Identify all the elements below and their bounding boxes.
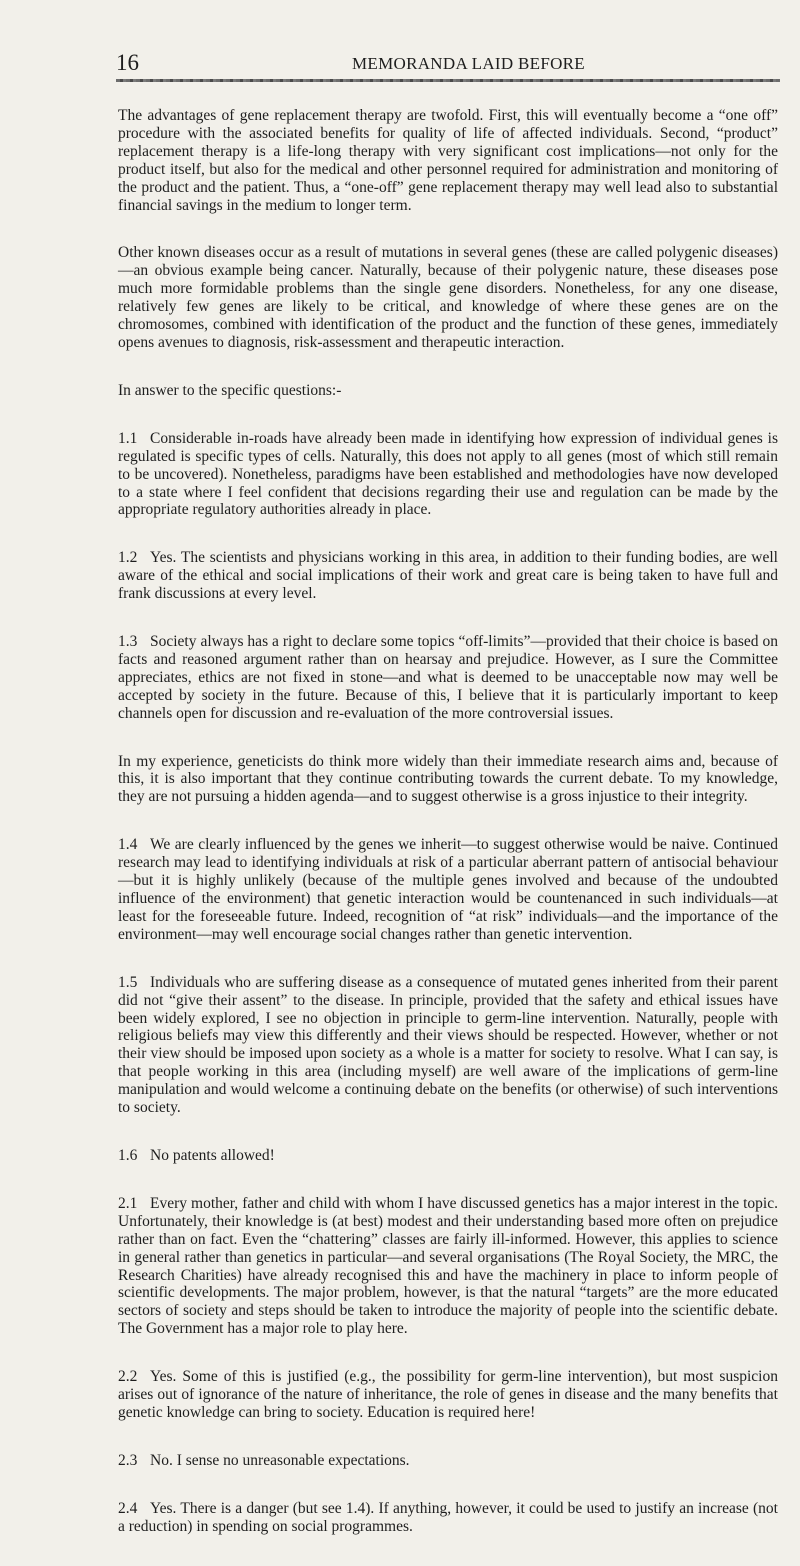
paragraph-text: Other known diseases occur as a result of mutations in several genes (these are called polygenic diseases)—an obvious example being cancer. Naturally, because of their polygenic nature, these diseases pose much more formidable problems than the single gene disorders. Nonetheless, for any one disease, relatively few genes are likely to be critical, and knowledge of where these genes are on the chromosomes, combined with identification of the product and the function of these genes, immediately opens avenues to diagnosis, risk-assessment and therapeutic interaction. [118, 244, 778, 351]
answer-1-2 [118, 549, 778, 603]
answer-1-6 [118, 1147, 778, 1165]
answer-number: 1.5 [118, 973, 138, 991]
answer-number: 1.2 [118, 549, 138, 567]
paragraph-text: In my experience, geneticists do think more widely than their immediate research aims and, because of this, it is also important that they continue contributing towards the current debate. To my knowledge, they are not pursuing a hidden agenda—and to suggest otherwise is a gross injustice to their integrity. [118, 752, 778, 806]
page-header [116, 50, 776, 84]
header-rule [116, 79, 780, 82]
paragraph-text: Every mother, father and child with whom I have discussed genetics has a major interest in the topic. Unfortunately, their knowledge is (at best) modest and their understanding based more often on prejudice rather than on fact. Even the “chattering” classes are fairly ill-informed. However, this applies to science in general rather than genetics in particular—and several organisations (The Royal Society, the MRC, the Research Charities) have already recognised this and have the machinery in place to inform people of scientific developments. The major problem, however, is that the natural “targets” are the more educated sectors of society and steps should be taken to introduce the majority of people into the scientific debate. The Government has a major role to play here. [118, 1194, 778, 1338]
answer-1-1 [118, 430, 778, 520]
running-head: MEMORANDA LAID BEFORE [352, 54, 585, 73]
answer-1-5 [118, 974, 778, 1117]
paragraph-text: Society always has a right to declare some topics “off-limits”—provided that their choice is based on facts and reasoned argument rather than on hearsay and prejudice. However, as I sure the Committee appreciates, ethics are not fixed in stone—and what is deemed to be unacceptable now may well be accepted by society in the future. Because of this, I believe that it is particularly important to keep channels open for discussion and re-evaluation of the more controversial issues. [118, 633, 778, 722]
answer-1-4 [118, 836, 778, 943]
answer-2-4 [118, 1500, 778, 1536]
paragraph-text: Yes. There is a danger (but see 1.4). If anything, however, it could be used to justify an increase (not a reduction) in spending on social programmes. [118, 1499, 778, 1535]
answer-number: 1.1 [118, 429, 138, 447]
paragraph-text: No patents allowed! [150, 1146, 275, 1164]
answer-2-2 [118, 1368, 778, 1422]
paragraph-questions-intro [118, 382, 778, 400]
paragraph-geneticists [118, 753, 778, 807]
answer-number: 2.4 [118, 1499, 138, 1517]
answer-2-3 [118, 1452, 778, 1470]
paragraph-text: Yes. The scientists and physicians working in this area, in addition to their funding bodies, are well aware of the ethical and social implications of their work and great care is being taken to have full and frank discussions at every level. [118, 549, 778, 603]
paragraph-text: In answer to the specific questions:- [118, 381, 342, 399]
answer-number: 1.6 [118, 1146, 138, 1164]
paragraph-text: No. I sense no unreasonable expectations. [150, 1451, 410, 1469]
paragraph-text: The advantages of gene replacement therapy are twofold. First, this will eventually become a “one off” procedure with the associated benefits for quality of life of affected individuals. Second, “product” replacement therapy is a life-long therapy with very significant cost implications—not only for the product itself, but also for the medical and other personnel required for administration and monitoring of the product and the patient. Thus, a “one-off” gene replacement therapy may well lead also to substantial financial savings in the medium to longer term. [118, 107, 778, 214]
answer-number: 2.2 [118, 1368, 138, 1386]
answer-number: 1.4 [118, 836, 138, 854]
answer-number: 1.3 [118, 633, 138, 651]
paragraph-text: Individuals who are suffering disease as a consequence of mutated genes inherited from their parent did not “give their assent” to the disease. In principle, provided that the safety and ethical issues have been widely explored, I see no objection in principle to germ-line intervention. Naturally, people with religious beliefs may view this differently and their views should be respected. However, whether or not their view should be imposed upon society as a whole is a matter for society to resolve. What I can say, is that people working in this area (including myself) are well aware of the implications of germ-line manipulation and would welcome a continuing debate on the benefits (or otherwise) of such interventions to society. [118, 973, 778, 1117]
body-text [118, 107, 778, 1566]
answer-2-1 [118, 1195, 778, 1338]
answer-1-3 [118, 633, 778, 723]
answer-number: 2.3 [118, 1451, 138, 1469]
paragraph-polygenic [118, 244, 778, 351]
answer-number: 2.1 [118, 1194, 138, 1212]
paragraph-text: We are clearly influenced by the genes we inherit—to suggest otherwise would be naive. Continued research may lead to identifying individuals at risk of a particular aberrant pattern of antisocial behaviour—but it is highly unlikely (because of the multiple genes involved and because of the undoubted influence of the environment) that genetic interaction would be countenanced in such individuals—at least for the foreseeable future. Indeed, recognition of “at risk” individuals—and the importance of the environment—may well encourage social changes rather than genetic intervention. [118, 836, 778, 943]
paragraph-text: Yes. Some of this is justified (e.g., the possibility for germ-line intervention), but most suspicion arises out of ignorance of the nature of inheritance, the role of genes in disease and the many benefits that genetic knowledge can bring to society. Education is required here! [118, 1368, 778, 1421]
paragraph-advantages [118, 107, 778, 214]
paragraph-text: Considerable in-roads have already been made in identifying how expression of individual genes is regulated is specific types of cells. Naturally, this does not apply to all genes (most of which still remain to be uncovered). Nonetheless, paradigms have been established and methodologies have now developed to a state where I feel confident that decisions regarding their use and regulation can be made by the appropriate regulatory authorities already in place. [118, 429, 778, 519]
page-number: 16 [116, 50, 139, 75]
